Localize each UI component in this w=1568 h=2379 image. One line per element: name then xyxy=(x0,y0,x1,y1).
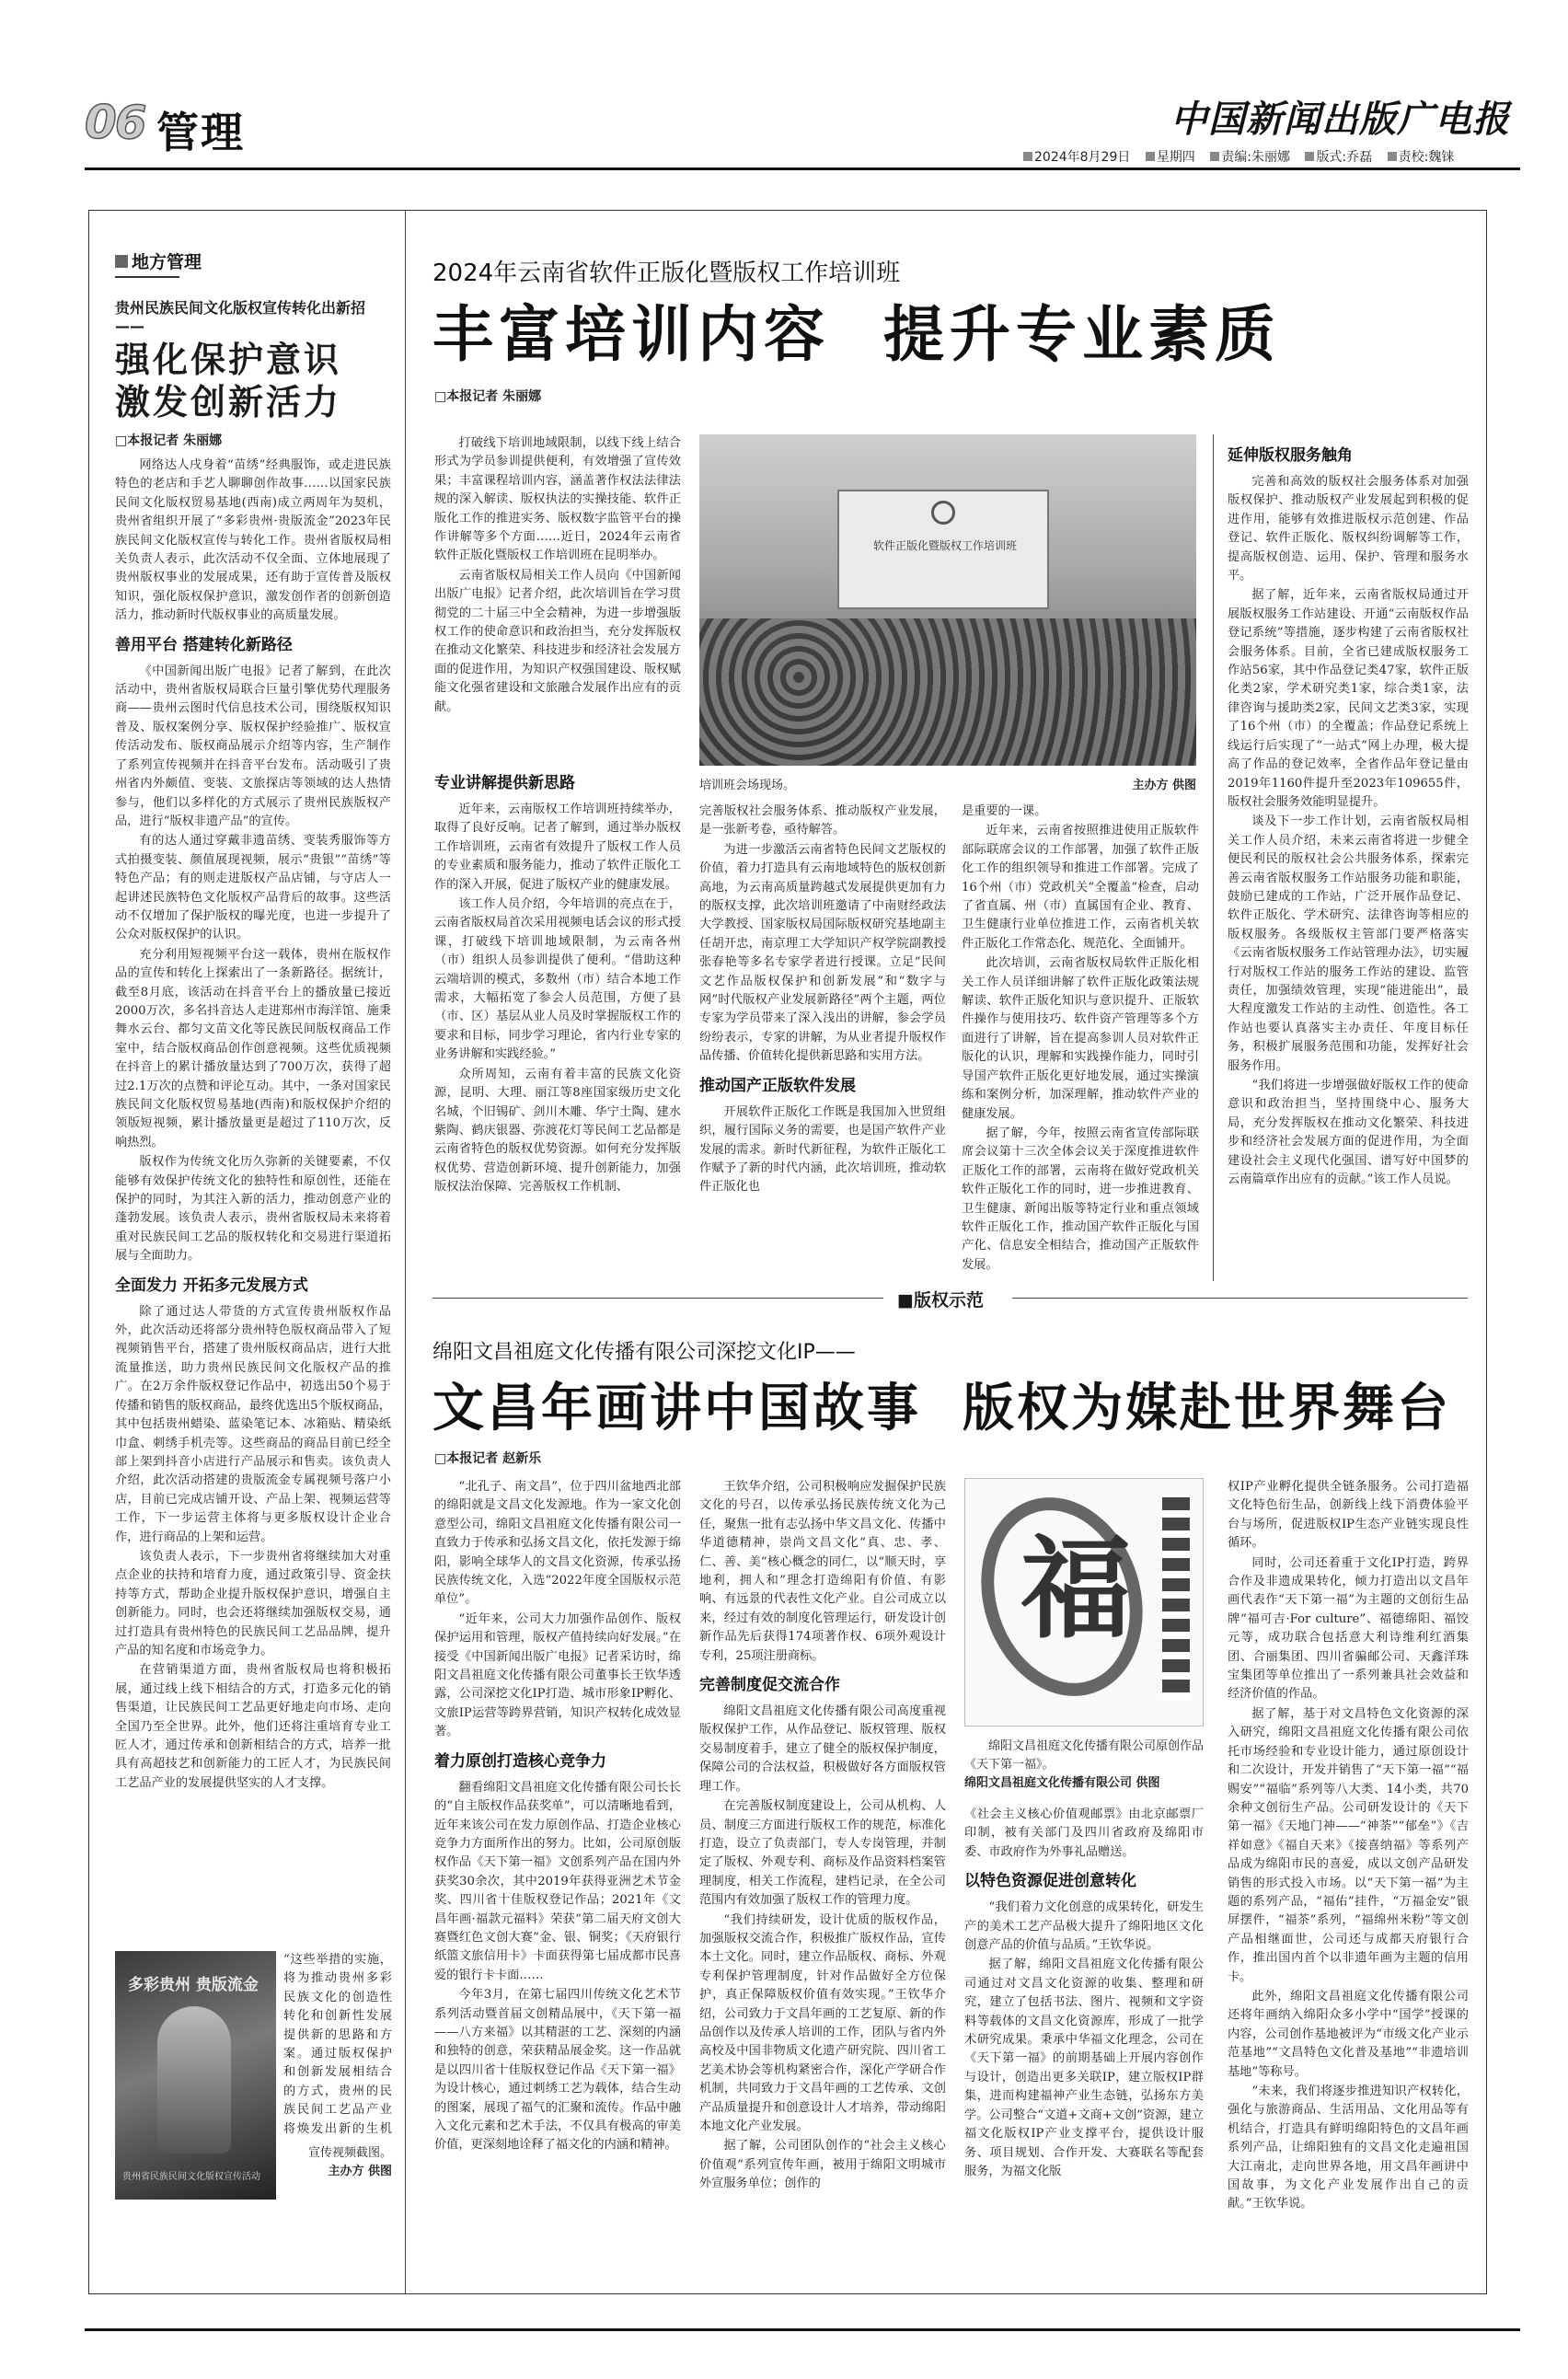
top-p12: 据了解，今年，按照云南省宣传部际联席会议第十三次全体会议关于深度推进软件正版化工作的部署，云南将在做好党政机关软件正版化工作的同时，进一步推进教育、卫生健康、新闻出版等特定行业和重点领域软件正版化工作，推动国产软件正版化与国产化、信息安全相结合，推动国产正版软件发展。 xyxy=(962,1126,1199,1272)
top-side-p4: “我们将进一步增强做好版权工作的使命意识和政治担当，坚持围绕中心、服务大局，充分发挥版权在推动文化繁荣、科技进步和经济社会发展方面的促进作用，为全面建设社会主义现代化强国、谱写好中国梦的云南篇章作出应有的贡献。”该工作人员说。 xyxy=(1228,1079,1469,1187)
photo-text2: 贵州省民族民间文化版权宣传活动 xyxy=(122,2172,260,2182)
bottom-p5: 王钦华介绍，公司积极响应发掘保护民族文化的号召，以传承弘扬民族传统文化为己任，聚焦一批有志弘扬中华文昌文化、传播中华道德精神，崇尚文昌文化“真、忠、孝、仁、善、美”核心概念的同仁，以“顺天时，享地利，拥人和”理念打造绵阳有价值、有影响、有远景的代表性文化产业。自公司成立以来，经过有效的制度化管理运行，研发设计创新作品先后获得174项著作权、6项外观设计专利，25项注册商标。 xyxy=(699,1480,946,1663)
left-p8: “这些举措的实施，将为推动贵州多彩民族文化的创造性转化和创新性发展提供新的思路和方案。通过版权保护和创新发展相结合的方式，贵州的民族民间工艺品产业将焕发出新的生机 xyxy=(283,1953,392,2135)
top-side-p1: 完善和高效的版权社会服务体系对加强版权保护、推动版权产业发展起到积极的促进作用，能够有效推进版权示范创建、作品登记、软件正版化、版权纠纷调解等工作，提高版权创造、运用、保护、管理和服务水平。 xyxy=(1228,475,1469,583)
weekday: 星期四 xyxy=(1156,150,1195,165)
left-p7: 在营销渠道方面，贵州省版权局也将积极拓展，通过线上线下相结合的方式，打造多元化的销售渠道，让民族民间工艺品更好地走向市场、走向全国乃至全世界。此外，他们还将注重培育专业工匠人才，通过传承和创新相结合的方式，培养一批具有高超技艺和创新能力的工匠人才，为民族民间工艺品产业的发展提供坚实的人才支撑。 xyxy=(115,1663,391,1790)
top-side-sub: 延伸版权服务触角 xyxy=(1228,446,1353,465)
bottom-caption-text: 绵阳文昌祖庭文化传播有限公司原创作品《天下第一福》。 xyxy=(964,1739,1205,1772)
column-tag xyxy=(115,248,202,273)
bottom-sub2: 完善制度促交流合作 xyxy=(699,1676,840,1695)
top-caption-credit: 主办方 供图 xyxy=(1132,779,1196,792)
top-caption-text: 培训班会场现场。 xyxy=(699,779,796,792)
bottom-p9: 据了解，公司团队创作的“社会主义核心价值观”系列宣传年画，被用于绵阳文明城市外宣服务单位；创作的 xyxy=(699,2139,946,2191)
top-p2: 云南省版权局相关工作人员向《中国新闻出版广电报》记者介绍，此次培训旨在学习贯彻党的二十届三中全会精神，为进一步增强版权工作的使命意识和政治担当，充分发挥版权在推动文化繁荣、科技进步和经济社会发展方面的促进作用，为知识产权强国建设、版权赋能文化强省建设和文旅融合发展作出应有的贡献。 xyxy=(434,568,681,714)
bottom-sub3: 以特色资源促进创意转化 xyxy=(964,1872,1136,1891)
artwork-glyph: 福 xyxy=(1020,1524,1131,1654)
bottom-p3: 翻看绵阳文昌祖庭文化传播有限公司长长的“自主版权作品获奖单”，可以清晰地看到，近年来该公司在发力原创作品、打造企业核心竞争力方面所作出的努力。比如，公司原创版权作品《天下第一福》文创系列产品在国内外获奖30余次，其中2019年获得亚洲艺术节金奖、四川省十佳版权登记作品；2021年《文昌年画·福款元福料》荣获“第二届天府文创大赛暨红色文创大赛”金、银、铜奖；《天府银行纸篮文旅信用卡》卡面获得第七届成都市民喜爱的银行卡卡面…… xyxy=(434,1780,681,1982)
top-byline: □本报记者 朱丽娜 xyxy=(434,389,542,404)
left-p4: 版权作为传统文化历久弥新的关键要素，不仅能够有效保护传统文化的独特性和原创性，还能在保护的同时，为其注入新的活力，推动创意产业的蓬勃发展。该负责人表示，贵州省版权局未来将着重对民族民间工艺品的版权转化和交易进行渠道拓展与全面助力。 xyxy=(115,1155,391,1264)
photo-logo-icon xyxy=(931,501,955,525)
left-p2: 有的达人通过穿戴非遗苗绣、变装秀服饰等方式拍摄变装、颜值展现视频，展示“贵银”“苗绣”等特色产品；有的则走进版权产品店铺，与守店人一起讲述民族特色文化版权产品背后的故事。这些活动不仅增加了保护版权的曝光度，也进一步提升了公众对版权保护的认识。 xyxy=(115,834,391,942)
left-title-2: 激发创新活力 xyxy=(115,382,342,422)
page-number: 06 xyxy=(85,96,145,149)
photo-screen xyxy=(837,490,1049,609)
top-title: 丰富培训内容 提升专业素质 xyxy=(432,299,1281,370)
left-caption xyxy=(283,2144,392,2181)
bottom-byline: □本报记者 赵新乐 xyxy=(434,1451,542,1466)
photo-banner: 软件正版化暨版权工作培训班 xyxy=(872,539,1017,552)
bottom-p10: 《社会主义核心价值观邮票》由北京邮票厂印制，被有关部门及四川省政府及绵阳市委、市政府作为外事礼品赠送。 xyxy=(964,1807,1204,1859)
left-sub1: 善用平台 搭建转化新路径 xyxy=(115,635,293,654)
top-p11: 此次培训，云南省版权局软件正版化相关工作人员详细讲解了软件正版化政策法规解读、软件正版化知识与意识提升、正版软件操作与使用技巧、软件资产管理等多个方面进行了讲解，旨在提高参训人员对软件正版化的认识，理解和实践操作能力，同时引导国产软件正版化更好地发展，通过实操演练和案例分析，加深理解，推动软件产业的健康发展。 xyxy=(962,956,1199,1121)
top-side-p2: 据了解，近年来，云南省版权局通过开展版权服务工作站建设、开通“云南版权作品登记系统”等措施，逐步构建了云南省版权社会服务体系。目前，全省已建成版权服务工作站56家，其中作品登记类47家，软件正版化类2家，学术研究类1家，综合类1家，法律咨询与援助类2家，民间文艺类3家，实现了16个州（市）的全覆盖；作品登记系统上线运行后实现了“一站式”网上办理，极大提高了作品的登记效率，全省作品年登记量由2019年1160件提升至2023年109655件，版权社会服务效能明显提升。 xyxy=(1228,588,1469,809)
left-p3: 充分利用短视频平台这一载体，贵州在版权作品的宣传和转化上探索出了一条新路径。据统计，截至8月底，该活动在抖音平台上的播放量已接近2000万次，多名抖音达人走进郑州市海洋馆、施秉舞水云台、都匀文苗文化等民族民间版权商品工作室中，结合版权商品创作创意视频。这些优质视频在抖音上的累计播放量达到了700万次，获得了超过2.1万次的点赞和评论互动。其中，一条对国家民族民间文化版权贸易基地(西南)和版权保护介绍的领版短视频，累计播放量更是超过了110万次，反响热烈。 xyxy=(115,947,391,1149)
bottom-rule xyxy=(85,2328,1520,2331)
left-caption-text: 宣传视频截图。 xyxy=(307,2146,392,2160)
bottom-col-1 xyxy=(434,1478,681,2288)
bottom-p7: 在完善版权制度建设上，公司从机构、人员、制度三方面进行版权工作的规范，标准化打造，设立了负责部门，专人专岗管理，并制定了版权、外观专利、商标及作品资料档案管理制度，相关工作流程，建档记录，在全公司范围内有效加强了版权工作的管理力度。 xyxy=(699,1799,946,1908)
top-sub2: 推动国产正版软件发展 xyxy=(699,1076,856,1095)
bottom-artwork xyxy=(964,1478,1204,1727)
left-kicker: 贵州民族民间文化版权宣传转化出新招—— xyxy=(115,299,366,335)
bottom-p13: 权IP产业孵化提供全链条服务。公司打造福文化特色衍生品，创新线上线下消费体验平台与场所，促进版权IP生态产业链实现良性循环。 xyxy=(1228,1480,1469,1551)
left-p6: 该负责人表示，下一步贵州省将继续加大对重点企业的扶持和培育力度，通过政策引导、资金扶持等方式，帮助企业提升版权保护意识，增强自主创新能力。同时，也会还将继续加强版权交易，通过打造具有贵州特色的民族民间工艺品品牌，提升产品的知名度和市场竞争力。 xyxy=(115,1549,391,1657)
top-photo-caption xyxy=(699,775,1196,792)
top-p10: 近年来，云南省按照推进使用正版软件部际联席会议的工作部署，加强了软件正版化工作的组织领导和推进工作部署。完成了16个州（市）党政机关“全覆盖”检查，启动了省直属、州（市）直属国有企业、教育、卫生健康行业单位推进工作，云南省机关软件正版化工作常态化、规范化、全面铺开。 xyxy=(962,824,1199,951)
photo-text1: 多彩贵州 贵版流金 xyxy=(128,1976,259,1994)
left-body-wrap xyxy=(283,1951,392,2135)
top-p6: 完善版权社会服务体系、推动版权产业发展，是一张新考卷，亟待解答。 xyxy=(699,804,946,837)
bottom-photo-caption xyxy=(964,1738,1204,1793)
bottom-sub1: 着力原创打造核心竞争力 xyxy=(434,1751,606,1771)
editor: 责编:朱丽娜 xyxy=(1221,150,1290,165)
bottom-p16: 此外，绵阳文昌祖庭文化传播有限公司还将年画纳入绵阳众多小学中“国学”授课的内容，公司创作基地被评为“市级文化产业示范基地”“文昌特色文化普及基地”“非遗培训基地”等称号。 xyxy=(1228,1989,1469,2079)
top-col-c xyxy=(699,803,946,1281)
top-p3: 近年来，云南版权工作培训班持续举办，取得了良好反响。记者了解到，通过举办版权工作培训班，云南省有效提升了版权工作人员的专业素质和服务能力，推动了软件正版化工作的深入开展，促进了版权产业的健康发展。 xyxy=(434,803,681,892)
section-rule-right xyxy=(1012,1298,1468,1299)
bottom-p17: “未来，我们将逐步推进知识产权转化，强化与旅游商品、生活用品、文化用品等有机结合，打造具有鲜明绵阳特色的文昌年画系列产品，让绵阳独有的文昌文化走遍祖国大江南北，走向世界各地，用文昌年画讲中国故事，为文化产业发展作出自己的贡献。”王钦华说。 xyxy=(1228,2085,1469,2212)
photo-audience xyxy=(699,618,1196,766)
section-title: 管理 xyxy=(156,108,245,157)
bottom-col-4 xyxy=(1228,1478,1469,2288)
left-title-1: 强化保护意识 xyxy=(115,340,342,380)
bottom-p6: 绵阳文昌祖庭文化传播有限公司高度重视版权保护工作，从作品登记、版权管理、版权交易制度着手，建立了健全的版权保护制度，保障公司的合法权益，积极做好各方面版权管理工作。 xyxy=(699,1704,946,1794)
left-sub2: 全面发力 开拓多元发展方式 xyxy=(115,1276,308,1295)
top-narrow-col xyxy=(434,434,681,766)
top-kicker: 2024年云南省软件正版化暨版权工作培训班 xyxy=(432,260,901,287)
column-tag-label: 地方管理 xyxy=(132,252,202,272)
top-p4: 该工作人员介绍，今年培训的亮点在于，云南省版权局首次采用视频电话会议的形式授课，打破线下培训地域限制，为云南各州（市）组织人员参训提供了便利。“借助这种云端培训的模式，多数州（市）结合本地工作需求，大幅拓宽了参会人员范围，方便了县（市、区）基层从业人员及时掌握版权工作的要求和目标，同步学习理论，省内行业专家的业务讲解和实践经验。” xyxy=(434,897,681,1062)
left-p5: 除了通过达人带货的方式宣传贵州版权作品外，此次活动还将部分贵州特色版权商品带入了短视频销售平台，搭建了贵州版权商品店，进行大批流量推送，助力贵州民族民间文化版权产品的推广。在2万余件版权登记作品中，初选出50个易于传播和销售的版权商品，最终优选出5个版权商品，其中包括贵州蜡染、蓝染笔记本、冰箱贴、精染纸巾盒、刺绣手机壳等。这些商品的商品目前已经全部上架到抖音小店进行产品展示和售卖。该负责人介绍，此次活动搭建的贵版流金专属视频号落户小店，目前已完成店铺开设、产品上架、视频运营等工作，下一步运营主体将与更多版权设计企业合作，进行商品的上架和运营。 xyxy=(115,1304,391,1544)
proofreader: 责校:魏铼 xyxy=(1398,150,1455,165)
top-side-col xyxy=(1228,444,1469,1281)
left-p1: 《中国新闻出版广电报》记者了解到，在此次活动中，贵州省版权局联合巨量引擎优势代理服务商——贵州云图时代信息技术公司，围绕版权知识普及、版权案例分享、版权保护经验推广、版权宣传活动发布、版权商品展示介绍等内容，生产制作了系列宣传视频并在抖音平台发布。活动吸引了贵州省内外颇值、变装、文旅探店等领域的达人热情参与，他们以多样化的方式展示了贵州民族版权产品，进行“版权非遗产品”的宣传。 xyxy=(115,664,391,828)
header-rule xyxy=(85,167,1520,170)
header-meta xyxy=(1023,147,1520,166)
top-sub1: 专业讲解提供新思路 xyxy=(434,774,575,792)
top-p8: 开展软件正版化工作既是我国加入世贸组织，履行国际义务的需要，也是国产软件产业发展的需求。新时代新征程，为软件正版化工作赋予了新的时代内涵，此次培训班，推动软件正版化也 xyxy=(699,1104,946,1195)
left-body-upper xyxy=(115,456,391,2196)
top-side-p3: 谈及下一步工作计划，云南省版权局相关工作人员介绍，未来云南省将进一步健全便民利民的版权社会公共服务体系，探索完善云南省版权服务工作站服务功能和职能，鼓励已建成的工作站，广泛开展作品登记、软件正版化、学术研究、法律咨询等相应的版权服务。各级版权主管部门要严格落实《云南省版权服务工作站管理办法》，切实履行对版权工作站的服务工作站的建设、监管责任，加强绩效管理，实现“能进能出”，最大程度激发工作站的主动性、创造性。各工作站也要认真落实主办责任、年度目标任务，积极扩展服务范围和功能，发挥好社会服务作用。 xyxy=(1228,814,1469,1073)
top-p9: 是重要的一课。 xyxy=(962,804,1047,818)
top-right-divider xyxy=(1213,434,1214,1281)
section-rule-left xyxy=(432,1298,883,1299)
left-byline: □本报记者 朱丽娜 xyxy=(115,433,223,448)
artwork-calligraphy xyxy=(1162,1497,1190,1700)
bottom-col-2 xyxy=(699,1478,946,2288)
bottom-title: 文昌年画讲中国故事 版权为媒赴世界舞台 xyxy=(432,1379,1451,1438)
masthead: 中国新闻出版广电报 xyxy=(1170,98,1510,141)
bottom-p1: “北孔子、南文昌”，位于四川盆地西北部的绵阳就是文昌文化发源地。作为一家文化创意型公司，绵阳文昌祖庭文化传播有限公司一直致力于传承和弘扬文昌文化，依托发源于绵阳，影响全球华人的文昌文化资源，传承弘扬民族传统文化，入选“2022年度全国版权示范单位”。 xyxy=(434,1480,681,1607)
bottom-p4: 今年3月，在第七届四川传统文化艺术节系列活动暨首届文创精品展中，《天下第一福——八方来福》以其精湛的工艺、深刻的内涵和独特的创意，荣获精品展金奖。这一作品就是以四川省十佳版权登记作品《天下第一福》为设计核心，通过刺绣工艺为载体，结合生动的图案，展现了福气的汇聚和流传。作品中融入文化元素和艺术手法，不仅具有极高的审美价值，更深刻地诠释了福文化的内涵和精神。 xyxy=(434,1988,681,2153)
top-p1-visible: 打破线下培训地域限制，以线下线上结合形式为学员参训提供便利，有效增强了宣传效果；丰富课程培训内容，涵盖著作权法法律法规的深入解读、版权执法的实操技能、软件正版化工作的推进实务、版权数字监管平台的操作讲解等多个方面……近日，2024年云南省软件正版化暨版权工作培训班在昆明举办。 xyxy=(434,436,681,563)
top-col-d xyxy=(962,803,1199,1281)
left-photo xyxy=(115,1951,276,2200)
top-photo xyxy=(699,434,1196,766)
bottom-p8: “我们持续研发，设计优质的版权作品，加强版权交流合作，积极推广版权作品，宣传本土文化。同时，建立作品版权、商标、外观专利保护管理制度，针对作品做好全方位保护，真正保障版权价值有效实现。”王钦华介绍，公司致力于文昌年画的工艺复原、新的作品创作以及传承人培训的工作，团队与省内外高校及中国非物质文化遗产研究院、四川省工艺美术协会等机构紧密合作，深化产学研合作机制，共同致力于文昌年画的工艺传承、文创产品质量提升和创意设计人才培养，带动绵阳本地文化产业发展。 xyxy=(699,1912,946,2133)
bottom-caption-credit: 绵阳文昌祖庭文化传播有限公司 供图 xyxy=(964,1776,1160,1790)
bottom-p14: 同时，公司还着重于文化IP打造，跨界合作及非遗成果转化，倾力打造出以文昌年画代表作“天下第一福”为主题的文创衍生品牌“福可吉·For culture”、福德绵阳、福饺元等，成功联合包括意大利诗维利红酒集团、合丽集团、四川省骗邮公司、天鑫洋珠宝集团等单位推出了一系列兼具社会效益和经济价值的作品。 xyxy=(1228,1555,1469,1702)
bottom-col-3 xyxy=(964,1806,1204,2288)
designer: 版式:乔磊 xyxy=(1316,150,1373,165)
bottom-kicker: 绵阳文昌祖庭文化传播有限公司深挖文化IP—— xyxy=(432,1341,856,1364)
bottom-p11: “我们着力文化创意的成果转化，研发生产的美术工艺产品极大提升了绵阳地区文化创意产品的价值与品质。”王钦华说。 xyxy=(964,1900,1204,1953)
section-label: ■版权示范 xyxy=(897,1290,984,1311)
tag-underline xyxy=(115,276,179,278)
bottom-p2: “近年来，公司大力加强作品创作、版权保护运用和管理，版权产值持续向好发展。”在接受《中国新闻出版广电报》记者采访时，绵阳文昌祖庭文化传播有限公司董事长王钦华透露，公司深挖文化IP打造、城市形象IP孵化、文旅IP运营等跨界营销，知识产权转化成效显著。 xyxy=(434,1611,681,1739)
top-p7: 为进一步激活云南省特色民间文艺版权的价值，着力打造具有云南地域特色的版权创新高地，为云南高质量跨越式发展提供更加有力的版权支撑，此次培训班邀请了中南财经政法大学教授、国家版权局国际版权研究基地副主任胡开忠，南京理工大学知识产权学院副教授张春艳等多名专家学者进行授课。立足“民间文艺作品版权保护和创新发展”和“数字与网”时代版权产业发展新路径”两个主题，两位专家为学员带来了深入浅出的讲解，参会学员纷纷表示，专家的讲解，为从业者提升版权作品传播、价值转化提供新思路和实用方法。 xyxy=(699,842,946,1064)
left-lead: 网络达人戌身着“苗绣”经典服饰，或走进民族特色的老店和手艺人聊聊创作故事……以国家民族民间文化版权贸易基地(西南)成立两周年为契机，贵州省组织开展了“多彩贵州·贵版流金”2023年民族民间文化版权宣传与转化工作。贵州省版权局相关负责人表示，此次活动不仅全面、立体地展现了贵州版权事业的发展成果，还有助于宣传普及版权知识，强化版权保护意识，激发创作者的创新创造活力，推动新时代版权事业的高质量发展。 xyxy=(115,458,391,623)
left-divider xyxy=(405,210,406,2294)
photo-figure xyxy=(157,2006,231,2154)
top-col-b xyxy=(434,764,681,1279)
left-caption-credit: 主办方 供图 xyxy=(328,2165,392,2178)
top-p5: 众所周知，云南有着丰富的民族文化资源，昆明、大理、丽江等8座国家级历史文化名城，个旧锡矿、剑川木雕、华宁土陶、建水紫陶、鹤庆银器、弥渡花灯等民间工艺品都是云南省特色的版权优势资源。如何充分发挥版权优势、营造创新环境、提升创新能力，加强版权法治保障、完善版权工作机制、 xyxy=(434,1067,681,1195)
date: 2024年8月29日 xyxy=(1034,150,1131,165)
bottom-p12: 据了解，绵阳文昌祖庭文化传播有限公司通过对文昌文化资源的收集、整理和研究，建立了包括书法、图片、视频和文字资料等载体的文昌文化资源库，形成了一批学术研究成果。秉承中华福文化理念，公司在《天下第一福》的前期基础上开展内容创作与设计，创造出更多关联IP，建立版权IP群集，进而构建福神产业生态链，弘扬东方美学。公司整合“文道+文商+文创”资源，建立福文化版权IP产业支撑平台，提供设计服务、项目规划、合作开发、大赛联名等配套服务，为福文化版 xyxy=(964,1957,1204,2178)
bottom-p15: 据了解，基于对文昌特色文化资源的深入研究，绵阳文昌祖庭文化传播有限公司依托市场经验和专业设计能力，通过原创设计和二次设计，开发并销售了“天下第一福”“福赐安”“福临”系列等八大类、14小类，共70余种文创衍生产品。公司研发设计的《天下第一福》《天地门神——“神荼”“郁垒”》《吉祥如意》《福自天来》《接喜纳福》等系列产品成为绵阳市民的喜爱，成以文创产品研发销售的形式投入市场。以“天下第一福”为主题的系列产品，“福佑”挂件，“万福金安”银屏摆件，“福茶”系列，“福绵州米粉”等文创产品相继面世，公司还与成都天府银行合作，推出国内首个以非遗年画为主题的信用卡。 xyxy=(1228,1706,1469,1984)
